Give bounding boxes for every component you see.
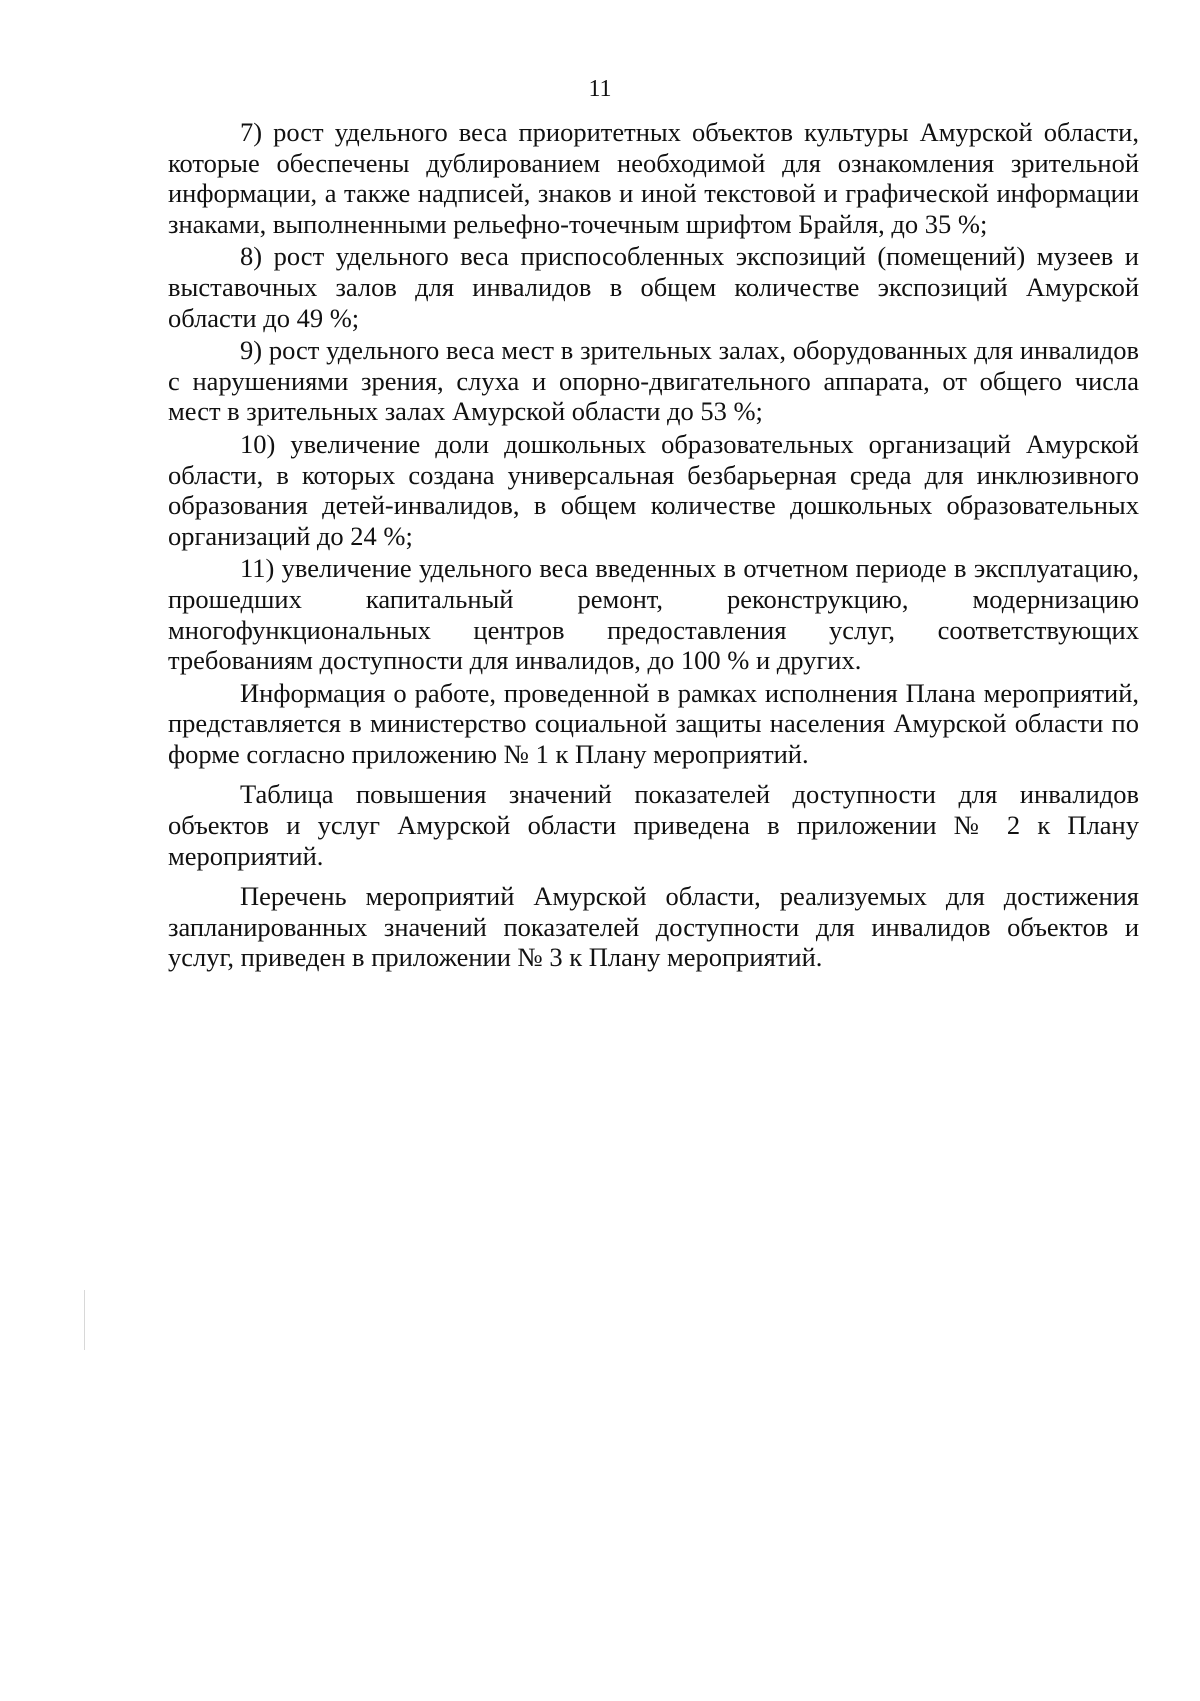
page-number: 11 xyxy=(588,76,612,102)
paragraph-item-11: 11) увеличение удельного веса введенных в отчетном периоде в эксплуатацию, прошедших капитальный ремонт, реконструкцию, модернизацию многофункциональных центров предоставления услуг, соответствующих требованиям доступности для инвалидов, до 100 % и других. xyxy=(168,553,1139,676)
scan-edge-mark xyxy=(84,1290,85,1350)
paragraph-item-9: 9) рост удельного веса мест в зрительных залах, оборудованных для инвалидов с нарушениями зрения, слуха и опорно-двигательного аппарата, от общего числа мест в зрительных залах Амурской области до 53 %; xyxy=(168,335,1139,427)
paragraph-table-reference: Таблица повышения значений показателей доступности для инвалидов объектов и услуг Амурской области приведена в приложении № 2 к Плану мероприятий. xyxy=(168,779,1139,871)
paragraph-information: Информация о работе, проведенной в рамках исполнения Плана мероприятий, представляется в министерство социальной защиты населения Амурской области по форме согласно приложению № 1 к Плану мероприятий. xyxy=(168,677,1139,769)
paragraph-item-8: 8) рост удельного веса приспособленных экспозиций (помещений) музеев и выставочных залов для инвалидов в общем количестве экспозиций Амурской области до 49 %; xyxy=(168,241,1139,333)
body-text xyxy=(168,117,1139,975)
paragraph-list-reference: Перечень мероприятий Амурской области, реализуемых для достижения запланированных значений показателей доступности для инвалидов объектов и услуг, приведен в приложении № 3 к Плану мероприятий. xyxy=(168,881,1139,973)
paragraph-item-7: 7) рост удельного веса приоритетных объектов культуры Амурской области, которые обеспечены дублированием необходимой для ознакомления зрительной информации, а также надписей, знаков и иной текстовой и графической информации знаками, выполненными рельефно-точечным шрифтом Брайля, до 35 %; xyxy=(168,117,1139,239)
paragraph-item-10: 10) увеличение доли дошкольных образовательных организаций Амурской области, в которых создана универсальная безбарьерная среда для инклюзивного образования детей-инвалидов, в общем количестве дошкольных образовательных организаций до 24 %; xyxy=(168,428,1139,551)
